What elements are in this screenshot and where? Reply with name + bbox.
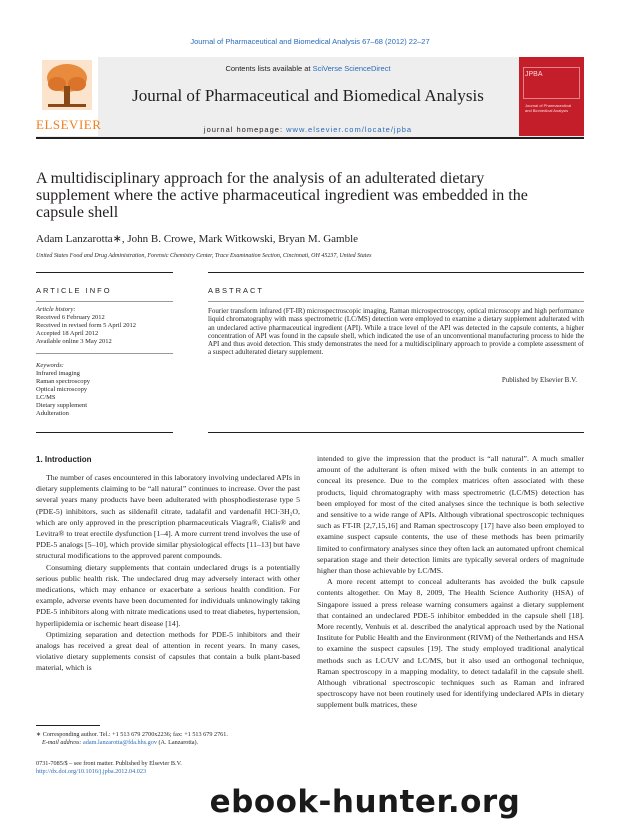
doi-link[interactable]: http://dx.doi.org/10.1016/j.jpba.2012.04.023: [36, 768, 147, 775]
abstract-rule: [208, 272, 584, 273]
keyword: Optical microscopy: [36, 386, 88, 393]
issn-line: 0731-7085/$ – see front matter. Published by Elsevier B.V.: [36, 760, 182, 767]
history-item: Accepted 18 April 2012: [36, 330, 99, 337]
intro-paragraph: The number of cases encountered in this laboratory involving undeclared APIs in dietary supplements claiming to be “all natural” continues to increase. Over the past several years many products have been adulterated with phosphodiesterase type 5 (PDE-5) inhibitors, such as sildenafil citrate, tadalafil and vardenafil HCl·3H₂O, which are only approved in the prescription pharmaceuticals Viagra®, Cialis® and Levitra® to treat erectile dysfunction [1–4]. A more current trend involves the use of PDE-5 analogs [5–10], which provide similar physiological effects [11–13] but have structural modifications to the approved parent compounds.: [36, 473, 301, 561]
keyword: Raman spectroscopy: [36, 378, 90, 385]
keywords-divider: [36, 353, 173, 354]
article-title: A multidisciplinary approach for the analysis of an adulterated dietary supplement where the active pharmaceutical ingredient was embedded in the capsule shell: [36, 170, 528, 221]
keywords-block: [36, 362, 176, 418]
intro-paragraph: intended to give the impression that the product is “all natural”. A much smaller amount of the adulterant is often mixed with the bulk contents in an attempt to conceal its presence. Due to the complex matrices often associated with these products, liquid chromatography with mass spectrometric (LC/MS) detection has been employed for most of the cited analyses since the technique is both selective and sensitive to a wide range of APIs. Although vibrational spectroscopic techniques such as FT-IR [2,7,15,16] and Raman spectroscopy [17] have also been employed to examine suspect capsule contents, the use of these methods has been primarily limited to confirmatory analyses since they often lack an automated upfront chemical separation stage and their detection limits are typically several orders of magnitude higher than those achievable by LC/MS.: [317, 454, 584, 576]
intro-paragraph: Consuming dietary supplements that contain undeclared drugs is a potentially serious public health risk. The undeclared drug may adversely interact with other medications, which may enhance or exacerbate a serious health condition. For example, adverse events have been documented for individuals unknowingly taking PDE-5 inhibitors along with nitrate medications used to treat diabetes, hypertension, hyperlipidemia or ischemic heart disease [14].: [36, 562, 300, 628]
right-column-text: [317, 453, 584, 711]
intro-paragraph: A more recent attempt to conceal adulterants has avoided the bulk capsule contents altogether. On May 8, 2009, The Health Science Authority (HSA) of Singapore issued a press release warning consumers against a dietary supplement that contained an undeclared PDE-5 inhibitor embedded in the capsule shell [18]. More recently, Venhuis et al. described the analytical approach used by the National Institute for Public Health and the Environment (RIVM) of the Netherlands and HSA to examine the suspect capsules [19]. The study employed traditional analytical methods such as LC/UV and LC/MS, but it also used an orthogonal technique, Raman spectroscopy in a mapping modality, to detect tadalafil in the capsule shell. Although vibrational spectroscopic techniques such as Raman and infrared spectroscopy have not been routinely used for identifying undeclared APIs in dietary supplement bulk matrices, these: [317, 577, 584, 710]
homepage-prefix: journal homepage:: [203, 125, 287, 134]
keyword: LC/MS: [36, 394, 56, 401]
email-line: [36, 739, 306, 747]
abstract-publisher-note: Published by Elsevier B.V.: [501, 376, 577, 384]
abstract-heading: ABSTRACT: [208, 286, 265, 295]
keyword: Dietary supplement: [36, 402, 88, 409]
keyword: Infrared imaging: [36, 370, 80, 377]
cover-journal-title: Journal of Pharmaceutical and Biomedical Analysis: [525, 103, 572, 113]
homepage-link[interactable]: www.elsevier.com/locate/jpba: [286, 125, 413, 134]
front-matter-info: [36, 760, 306, 776]
journal-homepage-line: [98, 125, 518, 134]
abstract-bottom-rule: [208, 432, 584, 433]
footnote-rule: [36, 725, 100, 726]
history-item: Available online 3 May 2012: [36, 338, 112, 345]
abstract-text: Fourier transform infrared (FT-IR) microspectroscopic imaging, Raman microspectroscopy, optical microscopy and high performance liquid chromatography with mass spectrometric (LC/MS) detection were employed to examine a dietary supplement adulterated with an undeclared active pharmaceutical ingredient (API). While a trace level of the API was detected in the capsule contents, a higher concentration of API was found in the capsule shell, which indicated the use of an unconventional manufacturing process to hide the API and thus avoid detection. This study demonstrates the need for a multidisciplinary approach to provide a complete assessment of a suspect adulterated dietary supplement.: [208, 307, 584, 357]
author-affiliation: United States Food and Drug Administration, Forensic Chemistry Center, Trace Examination Section, Cincinnati, OH 45237, United States: [36, 253, 372, 259]
history-item: Received 6 February 2012: [36, 314, 105, 321]
article-info-rule: [36, 272, 173, 273]
abstract-divider: [208, 301, 584, 302]
elsevier-wordmark: ELSEVIER: [36, 117, 102, 132]
watermark-text: ebook-hunter.org: [209, 784, 521, 820]
intro-paragraph: Optimizing separation and detection methods for PDE-5 inhibitors and their analogs has received a great deal of attention in recent years. In many cases, violative dietary supplements consist of capsules that contain a bulk plant-based material, which is: [36, 629, 300, 673]
keyword: Adulteration: [36, 410, 69, 417]
elsevier-logo[interactable]: [36, 57, 102, 136]
journal-title: Journal of Pharmaceutical and Biomedical Analysis: [132, 86, 484, 105]
corresponding-author-footnote: [36, 731, 306, 747]
article-history: [36, 306, 176, 346]
article-info-divider: [36, 301, 173, 302]
history-label: Article history:: [36, 306, 76, 313]
sciencedirect-link[interactable]: SciVerse ScienceDirect: [312, 64, 391, 73]
keywords-label: Keywords:: [36, 362, 64, 369]
contents-prefix: Contents lists available at: [225, 64, 313, 73]
corresponding-author: ∗ Corresponding author. Tel.: +1 513 679 2700x2236; fax: +1 513 679 2761.: [36, 731, 228, 738]
history-item: Received in revised form 5 April 2012: [36, 322, 137, 329]
cover-title: JPBA: [525, 71, 543, 78]
introduction-heading: 1. Introduction: [36, 455, 92, 464]
article-authors: Adam Lanzarotta∗, John B. Crowe, Mark Witkowski, Bryan M. Gamble: [36, 233, 359, 245]
contents-available-line: [98, 64, 518, 73]
article-info-heading: ARTICLE INFO: [36, 286, 112, 295]
email-link[interactable]: adam.lanzarotta@fda.hhs.gov: [83, 739, 157, 746]
journal-cover-image[interactable]: [519, 57, 584, 136]
article-info-bottom-rule: [36, 432, 173, 433]
email-suffix: (A. Lanzarotta).: [156, 739, 199, 746]
left-column-text: [36, 472, 300, 674]
elsevier-tree-icon: [42, 60, 92, 110]
running-header[interactable]: Journal of Pharmaceutical and Biomedical Analysis 67–68 (2012) 22–27: [190, 37, 430, 46]
email-label: E-mail address:: [42, 739, 84, 746]
